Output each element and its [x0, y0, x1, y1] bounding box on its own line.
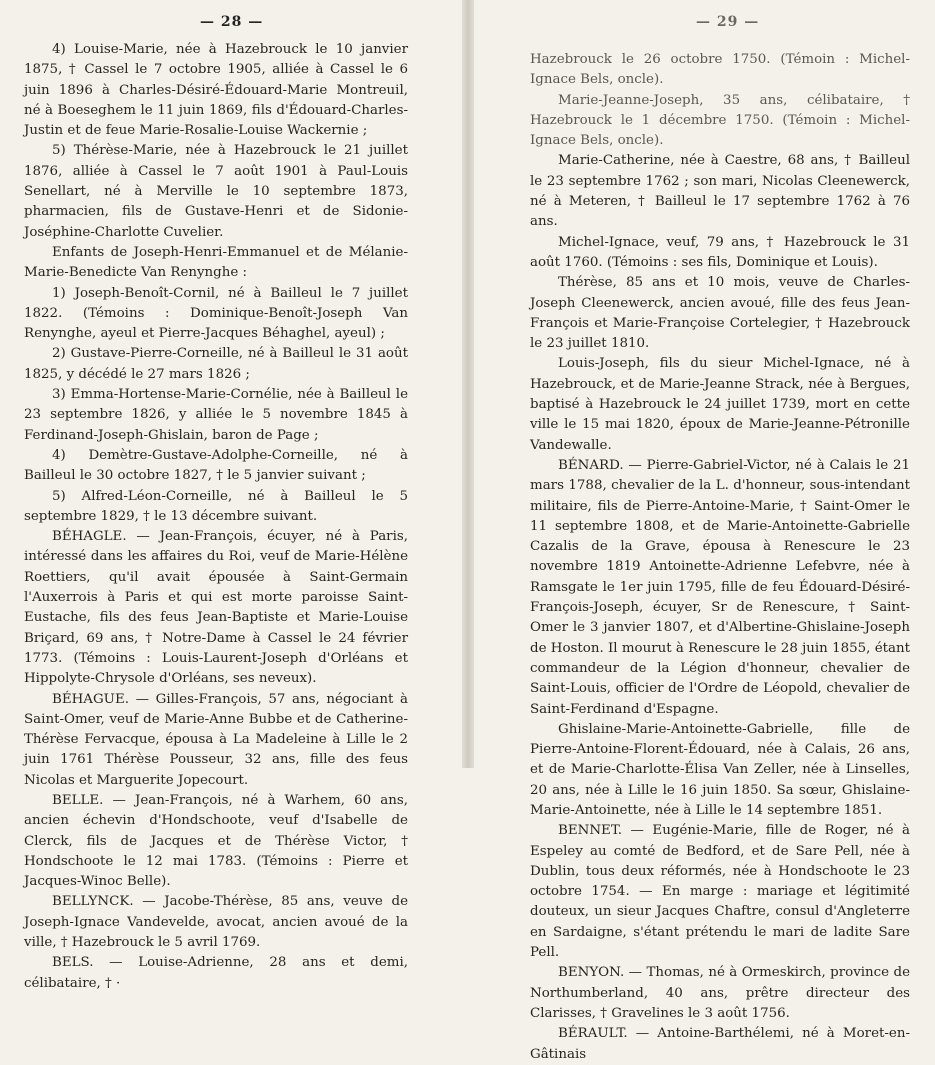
- paragraph: Hazebrouck le 26 octobre 1750. (Témoin : Michel-Ignace Bels, oncle).: [530, 52, 910, 88]
- entry-benyon: BENYON. — Thomas, né à Ormeskirch, province de Northumberland, 40 ans, prêtre directeur des Clarisses, † Gravelines le 3 août 1756.: [530, 965, 910, 1021]
- text-column: [24, 40, 408, 994]
- paragraph: Thérèse, 85 ans et 10 mois, veuve de Charles-Joseph Cleenewerck, ancien avoué, fille des feus Jean-François et Marie-Françoise Cortelegier, † Hazebrouck le 23 juillet 1810.: [530, 275, 910, 352]
- entry-behagle: BÉHAGLE. — Jean-François, écuyer, né à Paris, intéressé dans les affaires du Roi, veuf de Marie-Hélène Roettiers, qu'il avait épousée à Saint-Germain l'Auxerrois à Paris et qui est morte paroisse Saint-Eustache, fils des feus Jean-Baptiste et Marie-Louise Briçard, 69 ans, † Notre-Dame à Cassel le 24 février 1773. (Témoins : Louis-Laurent-Joseph d'Orléans et Hippolyte-Chrysole d'Orléans, ses neveux).: [24, 529, 408, 687]
- entry-behague: BÉHAGUE. — Gilles-François, 57 ans, négociant à Saint-Omer, veuf de Marie-Anne Bubbe et de Catherine-Thérèse Fervacque, épousa à La Madeleine à Lille le 2 juin 1761 Thérèse Pousseur, 32 ans, fille des feus Nicolas et Marguerite Jopecourt.: [24, 691, 408, 788]
- text-column: [530, 50, 910, 1065]
- paragraph: 5) Alfred-Léon-Corneille, né à Bailleul le 5 septembre 1829, † le 13 décembre suivant.: [24, 488, 408, 524]
- left-page: [0, 0, 462, 991]
- paragraph: Marie-Jeanne-Joseph, 35 ans, célibataire, † Hazebrouck le 1 décembre 1750. (Témoin : Michel-Ignace Bels, oncle).: [530, 92, 910, 149]
- page-number: — 28 —: [200, 14, 264, 30]
- paragraph: 4) Demètre-Gustave-Adolphe-Corneille, né à Bailleul le 30 octobre 1827, † le 5 janvier suivant ;: [24, 447, 408, 484]
- paragraph: 4) Louise-Marie, née à Hazebrouck le 10 janvier 1875, † Cassel le 7 octobre 1905, alliée à Cassel le 6 juin 1896 à Charles-Désiré-Édouard-Marie Montreuil, né à Boeseghem le 11 juin 1869, fils d'Édouard-Charles-Justin et de feue Marie-Rosalie-Louise Wackernie ;: [24, 42, 408, 139]
- paragraph: Enfants de Joseph-Henri-Emmanuel et de Mélanie-Marie-Benedicte Van Renynghe :: [24, 244, 408, 281]
- entry-bels: BELS. — Louise-Adrienne, 28 ans et demi, célibataire, † ·: [24, 955, 408, 991]
- paragraph: 3) Emma-Hortense-Marie-Cornélie, née à Bailleul le 23 septembre 1826, y alliée le 5 novembre 1845 à Ferdinand-Joseph-Ghislain, baron de Page ;: [24, 387, 408, 443]
- paragraph: Michel-Ignace, veuf, 79 ans, † Hazebrouck le 31 août 1760. (Témoins : ses fils, Dominique et Louis).: [530, 234, 910, 270]
- entry-bennet: BENNET. — Eugénie-Marie, fille de Roger, né à Espeley au comté de Bedford, et de Sare Pell, née à Dublin, tous deux réformés, née à Hondschoote le 23 octobre 1754. — En marge : mariage et légitimité douteux, un sieur Jacques Chaftre, consul d'Angleterre en Sardaigne, s'étant prétendu le mari de ladite Sare Pell.: [530, 823, 910, 961]
- entry-bellynck: BELLYNCK. — Jacobe-Thérèse, 85 ans, veuve de Joseph-Ignace Vandevelde, avocat, ancien avoué de la ville, † Hazebrouck le 5 avril 1769.: [24, 894, 408, 951]
- entry-berault: BÉRAULT. — Antoine-Barthélemi, né à Moret-en-Gâtinais: [530, 1026, 910, 1062]
- paragraph: Marie-Catherine, née à Caestre, 68 ans, † Bailleul le 23 septembre 1762 ; son mari, Nicolas Cleenewerck, né à Meteren, † Bailleul le 17 septembre 1762 à 76 ans.: [530, 153, 910, 230]
- entry-belle: BELLE. — Jean-François, né à Warhem, 60 ans, ancien échevin d'Hondschoote, veuf d'Isabelle de Clerck, fils de Jacques et de Thérèse Victor, † Hondschoote le 12 mai 1783. (Témoins : Pierre et Jacques-Winoc Belle).: [24, 792, 408, 890]
- paragraph: 2) Gustave-Pierre-Corneille, né à Bailleul le 31 août 1825, y décédé le 27 mars 1826 ;: [24, 346, 408, 382]
- paragraph: 1) Joseph-Benoît-Cornil, né à Bailleul le 7 juillet 1822. (Témoins : Dominique-Benoît-Joseph Van Renynghe, ayeul et Pierre-Jacques Béhaghel, ayeul) ;: [24, 285, 408, 342]
- entry-benard: BÉNARD. — Pierre-Gabriel-Victor, né à Calais le 21 mars 1788, chevalier de la L. d'honneur, sous-intendant militaire, fils de Pierre-Antoine-Marie, † Saint-Omer le 11 septembre 1808, et de Marie-Antoinette-Gabrielle Cazalis de la Grave, épousa à Renescure le 23 novembre 1819 Antoinette-Adrienne Lefebvre, née à Ramsgate le 1er juin 1795, fille de feu Édouard-Désiré-François-Joseph, écuyer, Sr de Renescure, † Saint-Omer le 3 janvier 1807, et d'Albertine-Ghislaine-Joseph de Hoston. Il mourut à Renescure le 28 juin 1855, étant commandeur de la Légion d'honneur, chevalier de Saint-Louis, officier de l'Ordre de Léopold, chevalier de Saint-Ferdinand d'Espagne.: [530, 457, 910, 717]
- page-number: — 29 —: [696, 14, 760, 30]
- paragraph: 5) Thérèse-Marie, née à Hazebrouck le 21 juillet 1876, alliée à Cassel le 7 août 1901 à Paul-Louis Senellart, né à Merville le 10 septembre 1873, pharmacien, fils de Gustave-Henri et de Sidonie-Joséphine-Charlotte Cuvelier.: [24, 143, 408, 240]
- book-gutter: [462, 0, 474, 768]
- paragraph: Louis-Joseph, fils du sieur Michel-Ignace, né à Hazebrouck, et de Marie-Jeanne Strack, née à Bergues, baptisé à Hazebrouck le 24 juillet 1739, mort en cette ville le 15 mai 1820, époux de Marie-Jeanne-Pétronille Vandewalle.: [530, 356, 910, 453]
- paragraph: Ghislaine-Marie-Antoinette-Gabrielle, fille de Pierre-Antoine-Florent-Édouard, née à Calais, 26 ans, et de Marie-Charlotte-Élisa Van Zeller, née à Linselles, 20 ans, née à Lille le 16 juin 1850. Sa sœur, Ghislaine-Marie-Antoinette, née à Lille le 14 septembre 1851.: [530, 721, 910, 818]
- right-page: [474, 0, 935, 1062]
